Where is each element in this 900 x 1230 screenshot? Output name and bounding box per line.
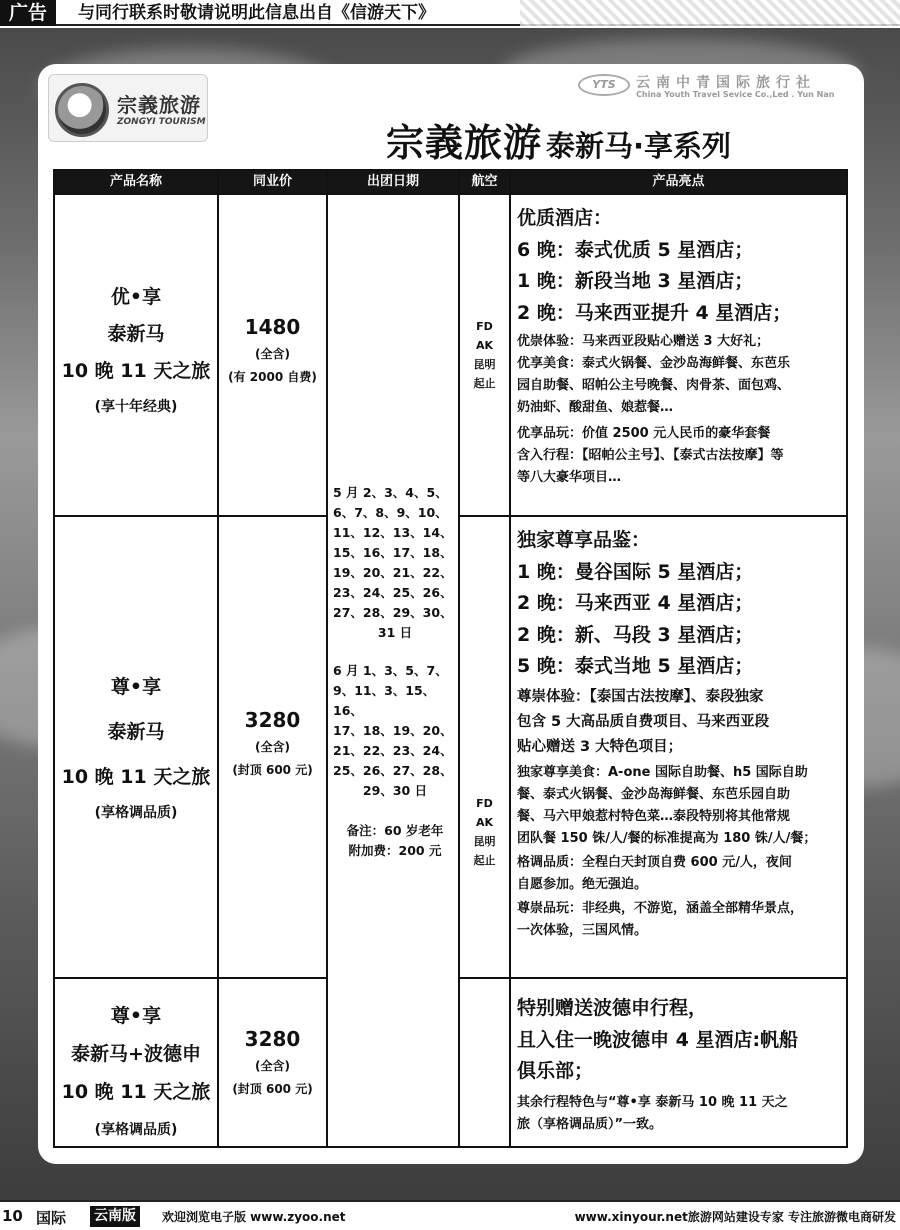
row1-hl-small: 奶油虾、酸甜鱼、娘惹餐… (517, 400, 674, 415)
row1-air-1: FD (476, 320, 493, 333)
row1-product (55, 279, 217, 416)
date-spacer (333, 643, 457, 661)
row2-hl-small: 独家尊享美食：A-one 国际自助餐、h5 国际自助 (517, 764, 808, 780)
header-airline: 航空 (471, 174, 498, 189)
logo-name-en: ZONGYI TOURISM (117, 117, 206, 127)
date-line: 17、18、19、20、 (333, 723, 453, 738)
top-ad-bar (0, 0, 900, 26)
row2-hl-small: 尊崇体验：【泰国古法按摩】、泰段独家 (517, 688, 764, 705)
date-line: 25、26、27、28、 (333, 763, 453, 778)
row1-hl-small: 等八大豪华项目… (517, 470, 622, 485)
row3-hl-big: 且入住一晚波德申 4 星酒店:帆船 (517, 1028, 799, 1051)
date-line: 9、11、3、15、16、 (333, 683, 436, 718)
row2-name: 泰新马 (107, 721, 165, 743)
row1-name-2: 泰新马 (107, 323, 165, 345)
row2-price-note2: (封顶 600 元) (232, 763, 313, 777)
row2-air: 昆明 (473, 835, 496, 848)
row2-hl-small: 自愿参加。绝无强迫。 (517, 876, 648, 892)
row2-hl-small: 贴心赠送 3 大特色项目； (517, 738, 683, 755)
partner-name-cn: 云南中青国际旅行社 (636, 75, 816, 91)
footprint-logo-icon (55, 83, 109, 137)
date-line: 5 月 2、3、4、5、 (333, 485, 448, 500)
date-line: 19、20、21、22、 (333, 565, 453, 580)
row3-highlights (517, 993, 845, 1136)
row1-price-note2: (有 2000 自费) (228, 370, 317, 384)
row1-air-4: 起止 (473, 377, 496, 390)
row2-price (219, 708, 326, 778)
header-product-name: 产品名称 (109, 174, 162, 189)
zongyi-logo (48, 74, 208, 142)
row3-price-value: 3280 (244, 1027, 301, 1051)
row2-airline (460, 794, 509, 870)
logo-name-cn: 宗義旅游 (117, 93, 201, 117)
date-spacer (333, 801, 457, 821)
section-label: 国际 (36, 1209, 67, 1227)
date-line: 11、12、13、14、 (333, 525, 453, 540)
row1-name-3: 10 晚 11 天之旅 (61, 360, 211, 382)
row3-product (55, 997, 217, 1139)
row2-air: FD (476, 797, 493, 810)
date-line: 27、28、29、30、 (333, 605, 453, 620)
row1-hl-big: 优质酒店： (517, 207, 613, 229)
row2-hl-small: 尊崇品玩：非经典，不游览，涵盖全部精华景点， (517, 900, 804, 916)
row2-hl-small: 包含 5 大高品质自费项目、马来西亚段 (517, 713, 770, 730)
page-title (386, 112, 731, 167)
row2-air: 起止 (473, 854, 496, 867)
row2-hl-big: 独家尊享品鉴： (517, 529, 651, 551)
yts-logo-icon: YTS (578, 74, 630, 96)
row2-name: 尊•享 (110, 676, 162, 698)
row1-highlights (517, 203, 845, 489)
row3-hl-big: 特别赠送波德申行程， (517, 997, 708, 1019)
ad-notice: 与同行联系时敬请说明此信息出自《信游天下》 (78, 3, 435, 23)
row3-hl-small: 旅（享格调品质）”一致。 (517, 1116, 663, 1132)
date-remark: 备注：60 岁老年 (346, 823, 444, 838)
row2-note: (享格调品质) (94, 805, 178, 821)
page-number: 10 (2, 1207, 23, 1225)
header-highlights: 产品亮点 (652, 174, 705, 189)
table-header (55, 171, 846, 193)
row2-price-value: 3280 (244, 708, 301, 732)
row1-name-1: 优•享 (110, 286, 162, 308)
row1-hl-big: 6 晚：泰式优质 5 星酒店； (517, 238, 754, 261)
row1-hl-big: 2 晚：马来西亚提升 4 星酒店； (517, 301, 792, 324)
row1-hl-big: 1 晚：新段当地 3 星酒店； (517, 270, 754, 292)
row2-product (55, 665, 217, 822)
row3-name: 泰新马+波德申 (71, 1043, 201, 1065)
row3-hl-small: 其余行程特色与“尊•享 泰新马 10 晚 11 天之 (517, 1094, 788, 1110)
row3-price-note1: (全含) (255, 1059, 290, 1073)
row1-hl-small: 含入行程：【昭帕公主号】、【泰式古法按摩】等 (517, 448, 784, 463)
date-line: 31 日 (377, 625, 413, 640)
date-line: 15、16、17、18、 (333, 545, 453, 560)
footer-bar (0, 1200, 900, 1230)
row3-price-note2: (封顶 600 元) (232, 1082, 313, 1096)
row3-name: 10 晚 11 天之旅 (61, 1081, 211, 1103)
row1-price-note1: (全含) (255, 347, 290, 361)
row1-hl-small: 优享品玩：价值 2500 元人民币的豪华套餐 (517, 426, 771, 441)
title-sub: 泰新马·享系列 (546, 129, 732, 163)
row2-name: 10 晚 11 天之旅 (61, 766, 211, 788)
departure-dates (333, 483, 457, 861)
title-main: 宗義旅游 (386, 121, 543, 165)
row2-air: AK (475, 816, 494, 829)
date-remark: 附加费：200 元 (348, 843, 442, 858)
product-table (53, 169, 848, 1148)
row1-hl-small: 优享美食：泰式火锅餐、金沙岛海鲜餐、东芭乐 (517, 356, 791, 371)
edition-badge: 云南版 (90, 1206, 140, 1227)
row2-hl-small: 餐、泰式火锅餐、金沙岛海鲜餐、东芭乐园自助 (517, 786, 791, 802)
row2-hl-small: 一次体验，三国风情。 (517, 922, 648, 938)
row1-hl-small: 优崇体验：马来西亚段贴心赠送 3 大好礼； (517, 334, 770, 349)
header-dates: 出团日期 (366, 174, 419, 189)
date-line: 29、30 日 (362, 783, 428, 798)
date-line: 6、7、8、9、10、 (333, 505, 448, 520)
row1-price (219, 315, 326, 385)
row2-hl-big: 1 晚：曼谷国际 5 星酒店； (517, 560, 754, 583)
row3-hl-big: 俱乐部； (517, 1060, 594, 1082)
row1-note: (享十年经典) (94, 399, 178, 415)
row2-hl-big: 5 晚：泰式当地 5 星酒店； (517, 655, 754, 677)
date-line: 6 月 1、3、5、7、 (333, 663, 448, 678)
ad-tag: 广告 (0, 0, 56, 26)
date-line: 21、22、23、24、 (333, 743, 453, 758)
header-price: 同业价 (252, 174, 292, 189)
row1-airline (460, 317, 509, 393)
row1-hl-small: 园自助餐、昭帕公主号晚餐、肉骨茶、面包鸡、 (517, 378, 791, 393)
row1-price-value: 1480 (244, 315, 301, 339)
row3-note: (享格调品质) (94, 1122, 178, 1138)
row1-air-3: 昆明 (473, 358, 496, 371)
row2-hl-small: 餐、马六甲娘惹村特色菜…泰段特别将其他常规 (517, 808, 791, 824)
row2-hl-big: 2 晚：新、马段 3 星酒店； (517, 623, 754, 646)
date-line: 23、24、25、26、 (333, 585, 453, 600)
footer-link-right[interactable]: www.xinyour.net旅游网站建设专家 专注旅游微电商研发 (574, 1210, 896, 1224)
partner-logo (572, 72, 848, 116)
footer-link-left[interactable]: 欢迎浏览电子版 www.zyoo.net (162, 1210, 346, 1224)
row2-hl-big: 2 晚：马来西亚 4 星酒店； (517, 592, 754, 614)
row2-highlights (517, 525, 845, 942)
row3-price (219, 1027, 326, 1097)
row2-hl-small: 团队餐 150 铢/人/餐的标准提高为 180 铢/人/餐； (517, 830, 817, 846)
row3-name: 尊•享 (110, 1005, 162, 1027)
decorative-pattern (520, 0, 900, 26)
partner-name-en: China Youth Travel Sevice Co.,Led . Yun Nan (636, 90, 835, 99)
row1-air-2: AK (475, 339, 494, 352)
row2-price-note1: (全含) (255, 740, 290, 754)
row2-hl-small: 格调品质：全程白天封顶自费 600 元/人，夜间 (517, 854, 792, 870)
